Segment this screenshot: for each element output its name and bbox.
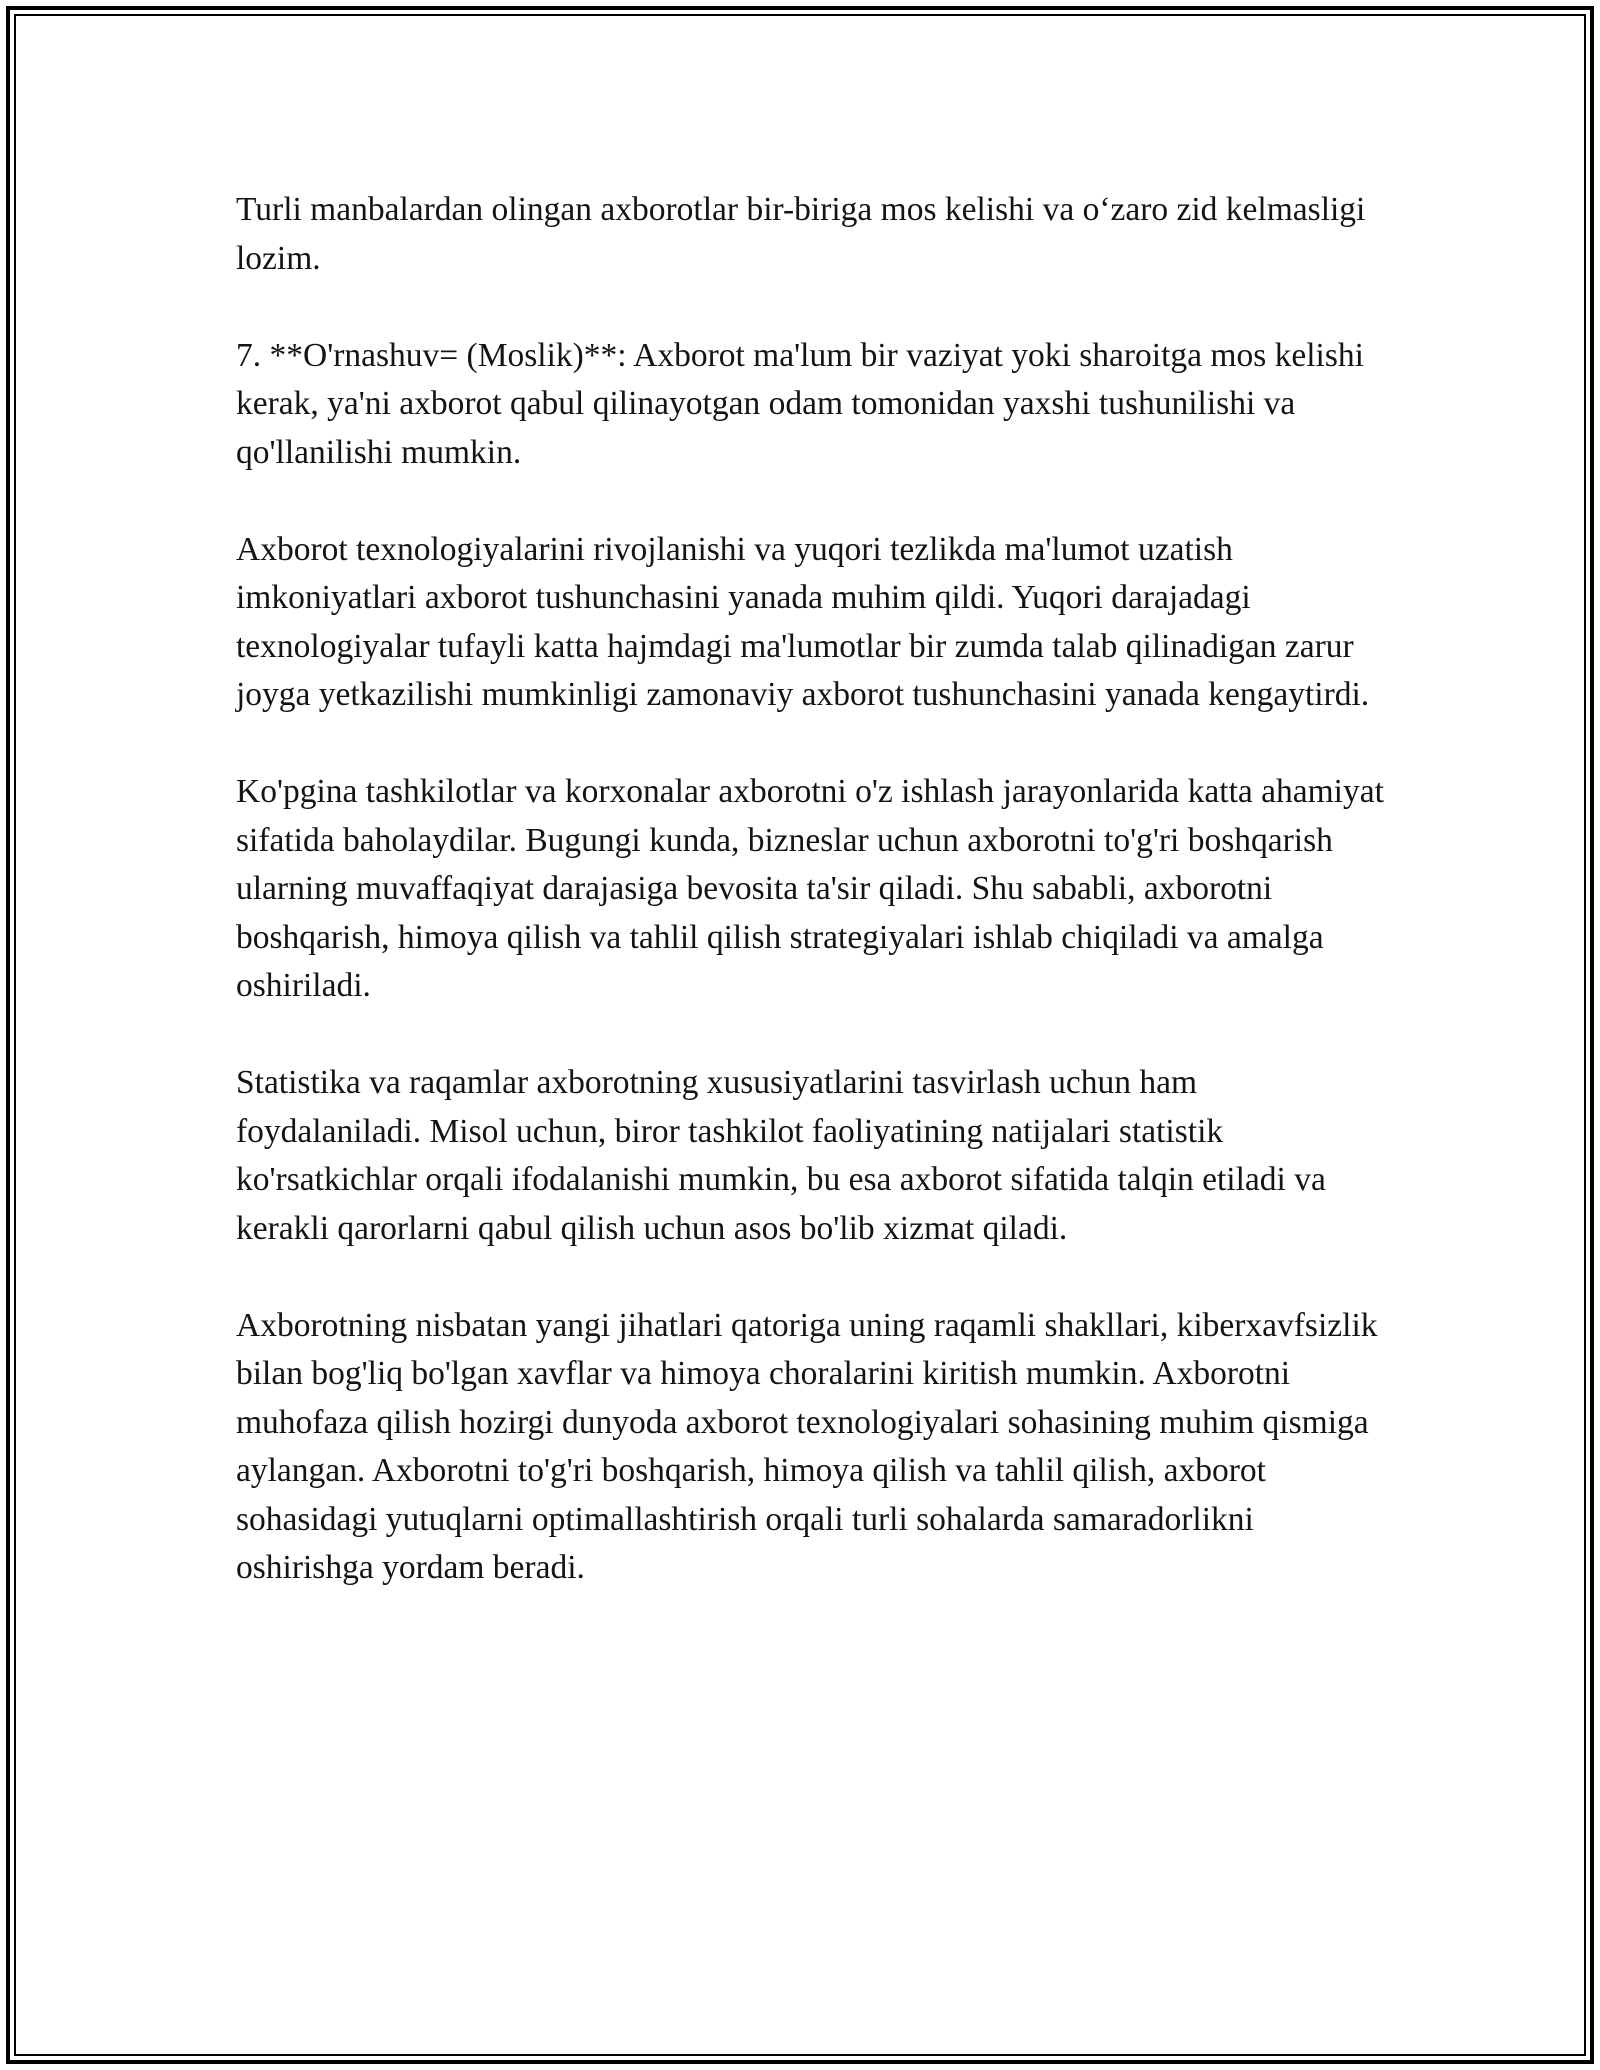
paragraph-statistics: Statistika va raqamlar axborotning xususiyatlarini tasvirlash uchun ham foydalaniladi. Misol uchun, biror tashkilot faoliyatining natijalari statistik ko'rsatkichlar orqali ifodalanishi mumkin, bu esa axborot sifatida talqin etiladi va kerakli qarorlarni qabul qilish uchun asos bo'lib xizmat qiladi. — [236, 1064, 1326, 1247]
paragraph-relevance: 7. **O'rnashuv= (Moslik)**: Axborot ma'lum bir vaziyat yoki sharoitga mos kelishi kerak, ya'ni axborot qabul qilinayotgan odam tomonidan yaxshi tushunilishi va qo'llanilishi mumkin. — [236, 336, 1364, 471]
paragraph-technology: Axborot texnologiyalarini rivojlanishi va yuqori tezlikda ma'lumot uzatish imkoniyatlari axborot tushunchasini yanada muhim qildi. Yuqori darajadagi texnologiyalar tufayli katta hajmdagi ma'lumotlar bir zumda talab qilinadigan zarur joyga yetkazilishi mumkinligi zamonaviy axborot tushunchasini yanada kengaytirdi. — [236, 530, 1370, 713]
paragraph-consistency: Turli manbalardan olingan axborotlar bir-biriga mos kelishi va o‘zaro zid kelmasligi lozim. — [236, 191, 1366, 277]
paragraph-cybersecurity: Axborotning nisbatan yangi jihatlari qatoriga uning raqamli shakllari, kiberxavfsizlik bilan bog'liq bo'lgan xavflar va himoya choralarini kiritish mumkin. Axborotni muhofaza qilish hozirgi dunyoda axborot texnologiyalari sohasining muhim qismiga aylangan. Axborotni to'g'ri boshqarish, himoya qilish va tahlil qilish, axborot sohasidagi yutuqlarni optimallashtirish orqali turli sohalarda samaradorlikni oshirishga yordam beradi. — [236, 1306, 1378, 1586]
document-body — [236, 186, 1386, 1641]
paragraph-organizations: Ko'pgina tashkilotlar va korxonalar axborotni o'z ishlash jarayonlarida katta ahamiyat sifatida baholaydilar. Bugungi kunda, bizneslar uchun axborotni to'g'ri boshqarish ularning muvaffaqiyat darajasiga bevosita ta'sir qiladi. Shu sababli, axborotni boshqarish, himoya qilish va tahlil qilish strategiyalari ishlab chiqiladi va amalga oshiriladi. — [236, 773, 1384, 1004]
